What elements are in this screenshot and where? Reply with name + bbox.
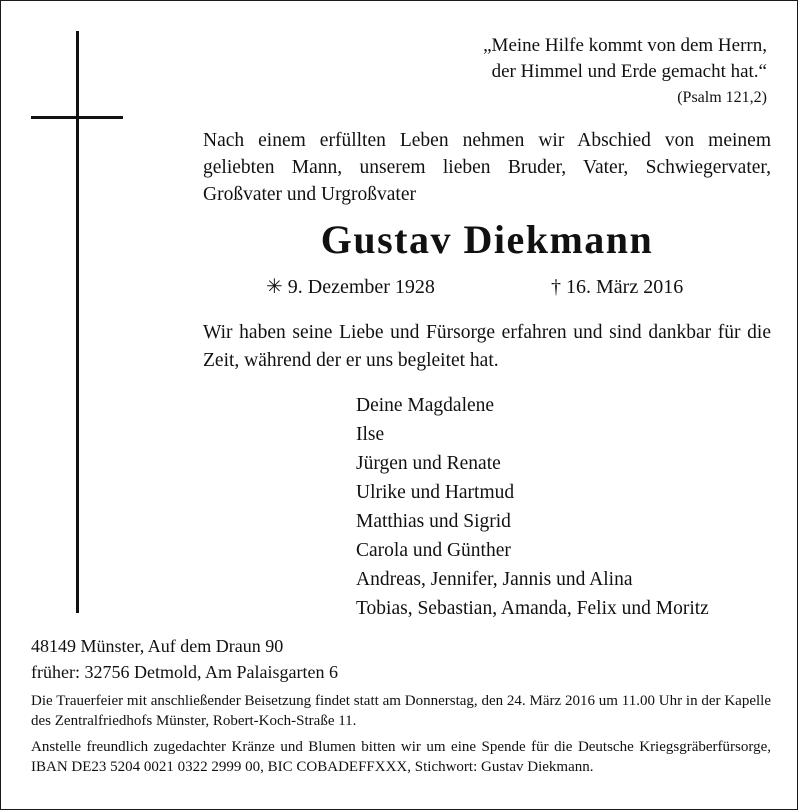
list-item: Ilse [356,424,385,445]
address-line-2: früher: 32756 Detmold, Am Palaisgarten 6 [31,662,338,682]
list-item: Carola und Günther [356,540,511,561]
quote-reference: (Psalm 121,2) [677,89,767,106]
quote-line-2: der Himmel und Erde gemacht hat.“ [491,61,767,82]
quote-line-1: „Meine Hilfe kommt von dem Herrn, [483,35,767,56]
address-line-1: 48149 Münster, Auf dem Draun 90 [31,636,284,656]
bible-quote [347,33,767,109]
list-item: Tobias, Sebastian, Amanda, Felix und Moritz [356,598,709,619]
mourners-list [356,391,709,623]
gratitude-text: Wir haben seine Liebe und Fürsorge erfahren und sind dankbar für die Zeit, während der er uns begleitet hat. [203,322,771,371]
list-item: Deine Magdalene [356,395,495,416]
cross-icon-horizontal [31,116,123,119]
donation-notice: Anstelle freundlich zugedachter Kränze und Blumen bitten wir um eine Spende für die Deutsche Kriegsgräberfürsorge, IBAN DE23 5204 0021 0322 2999 00, BIC COBADEFFXXX, Stichwort: Gustav Diekmann. [31,739,771,775]
birth-date: ✳ 9. Dezember 1928 [266,276,435,298]
intro-text: Nach einem erfüllten Leben nehmen wir Abschied von meinem geliebten Mann, unserem lieben Bruder, Vater, Schwiegervater, Großvater und Urgroßvater [203,130,771,205]
funeral-notice: Die Trauerfeier mit anschließender Beisetzung findet statt am Donnerstag, den 24. März 2016 um 11.00 Uhr in der Kapelle des Zentralfriedhofs Münster, Robert-Koch-Straße 11. [31,693,771,729]
list-item: Andreas, Jennifer, Jannis und Alina [356,569,633,590]
family-address [31,633,338,685]
list-item: Ulrike und Hartmud [356,482,515,503]
death-date: † 16. März 2016 [551,276,684,298]
deceased-name: Gustav Diekmann [320,217,654,262]
list-item: Jürgen und Renate [356,453,501,474]
list-item: Matthias und Sigrid [356,511,511,532]
